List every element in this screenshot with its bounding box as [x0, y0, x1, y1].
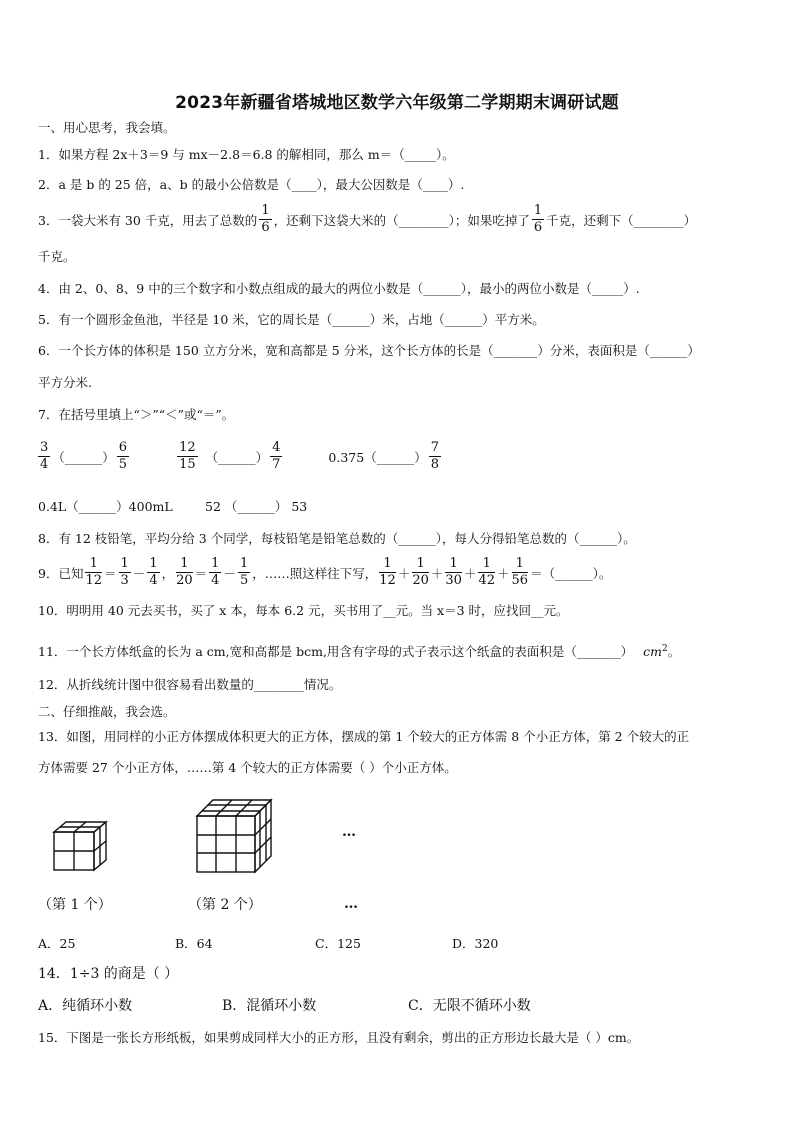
option-a: A．25 — [38, 936, 76, 951]
option-c: C．125 — [315, 936, 361, 951]
q7-decimal-compare: 0.375（______） — [328, 449, 427, 465]
q3-continuation: 千克。 — [38, 249, 76, 264]
option-a: A．纯循环小数 — [38, 998, 133, 1014]
q9-text-2: ，……照这样往下写， — [252, 565, 378, 581]
fraction: $\frac{1}{12}$ — [379, 556, 396, 588]
q9-text-end: ＝（______）。 — [530, 565, 612, 581]
q7-volume-compare: 0.4L（______）400mL — [38, 499, 173, 514]
answer-blank: （______） — [205, 449, 269, 465]
section-1-heading: 一、用心思考，我会填。 — [38, 120, 176, 135]
fraction: $\frac{1}{30}$ — [445, 556, 462, 588]
fraction: $\frac{1}{56}$ — [511, 556, 529, 588]
option-b: B．64 — [175, 936, 213, 951]
fraction: $\frac{1}{6}$ — [533, 203, 543, 235]
fraction: $\frac{1}{20}$ — [176, 556, 193, 588]
question-10: 10．明明用 40 元去买书，买了 x 本，每本 6.2 元，买书用了__元。当 x＝3 时，应找回__元。 — [38, 603, 569, 618]
fraction: $\frac{1}{3}$ — [120, 556, 129, 588]
q6-continuation: 平方分米. — [38, 375, 92, 390]
q7-number-compare: 52 （______） 53 — [205, 499, 308, 514]
minus-sign: － — [132, 565, 146, 581]
question-1: 1．如果方程 2x＋3＝9 与 mx－2.8＝6.8 的解相同，那么 m＝（_____）。 — [38, 147, 455, 162]
equals-sign: ＝ — [194, 565, 208, 581]
q9-text-1: 9．已知 — [38, 565, 84, 581]
fraction: $\frac{1}{4}$ — [149, 556, 158, 588]
equals-sign: ＝ — [104, 565, 117, 581]
question-4: 4．由 2、0、8、9 中的三个数字和小数点组成的最大的两位小数是（______），最小的两位小数是（_____）. — [38, 281, 640, 296]
answer-blank: （______） — [52, 449, 115, 465]
q3-text-3: 千克，还剩下（________） — [546, 212, 697, 228]
question-3 — [38, 203, 696, 236]
fraction: $\frac{3}{4}$ — [40, 440, 49, 472]
fraction: $\frac{7}{8}$ — [430, 440, 439, 472]
question-12: 12．从折线统计图中很容易看出数量的________情况。 — [38, 677, 342, 692]
q13-continuation: 方体需要 27 个小正方体，……第 4 个较大的正方体需要（ ）个小正方体。 — [38, 760, 457, 775]
option-c: C．无限不循环小数 — [408, 998, 531, 1014]
question-2: 2．a 是 b 的 25 倍，a、b 的最小公倍数是（____），最大公因数是（____）. — [38, 177, 465, 192]
q3-text-1: 3．一袋大米有 30 千克，用去了总数的 — [38, 212, 258, 228]
question-8: 8．有 12 枝铅笔，平均分给 3 个同学，每枝铅笔是铅笔总数的（______），每人分得铅笔总数的（______）。 — [38, 531, 636, 546]
fraction: $\frac{1}{20}$ — [412, 556, 429, 588]
question-9 — [38, 556, 611, 589]
question-5: 5．有一个圆形金鱼池，半径是 10 米，它的周长是（______）米，占地（______）平方米。 — [38, 312, 545, 327]
question-13: 13．如图，用同样的小正方体摆成体积更大的正方体，摆成的第 1 个较大的正方体需 8 个小正方体，第 2 个较大的正 — [38, 729, 690, 744]
plus-sign: ＋ — [497, 565, 510, 581]
fraction: $\frac{1}{5}$ — [239, 556, 249, 588]
unit-exponent: 2 — [662, 644, 668, 654]
cube-figure-1 — [50, 818, 110, 874]
option-b: B．混循环小数 — [222, 998, 317, 1014]
fraction: $\frac{1}{12}$ — [85, 556, 102, 588]
plus-sign: ＋ — [397, 565, 411, 581]
q3-text-2: ，还剩下这袋大米的（________）；如果吃掉了 — [273, 212, 530, 228]
section-2-heading: 二、仔细推敲，我会选。 — [38, 704, 176, 719]
fraction: $\frac{1}{42}$ — [478, 556, 495, 588]
ellipsis-lower: … — [344, 896, 358, 912]
cube-figure-2 — [193, 796, 275, 876]
question-15: 15．下图是一张长方形纸板，如果剪成同样大小的正方形，且没有剩余，剪出的正方形边长最大是（ ）cm。 — [38, 1030, 640, 1045]
plus-sign: ＋ — [430, 565, 444, 581]
unit: cm — [643, 644, 663, 660]
fraction: $\frac{12}{15}$ — [179, 440, 196, 472]
figure-caption-1: （第 1 个） — [38, 897, 112, 913]
fraction: $\frac{1}{6}$ — [261, 203, 270, 235]
plus-sign: ＋ — [463, 565, 477, 581]
comma: ， — [161, 565, 175, 581]
figure-caption-2: （第 2 个） — [188, 897, 262, 913]
fraction: $\frac{6}{5}$ — [118, 440, 128, 472]
option-d: D．320 — [452, 936, 499, 951]
fraction: $\frac{4}{7}$ — [272, 440, 281, 472]
question-11 — [38, 640, 680, 661]
fraction: $\frac{1}{4}$ — [211, 556, 220, 588]
ellipsis-upper: … — [342, 824, 356, 840]
question-7: 7．在括号里填上“＞”“＜”或“＝”。 — [38, 407, 235, 422]
q7-row-1 — [36, 440, 443, 473]
question-14: 14．1÷3 的商是（ ） — [38, 966, 179, 982]
q11-text: 11．一个长方体纸盒的长为 a cm,宽和高都是 bcm,用含有字母的式子表示这个纸盒的表面积是（_______） — [38, 644, 634, 660]
page-title: 2023年新疆省塔城地区数学六年级第二学期期末调研试题 — [175, 93, 619, 113]
question-6: 6．一个长方体的体积是 150 立方分米，宽和高都是 5 分米，这个长方体的长是（_______）分米，表面积是（______） — [38, 343, 700, 358]
minus-sign: － — [223, 565, 236, 581]
q11-end: 。 — [667, 644, 681, 660]
